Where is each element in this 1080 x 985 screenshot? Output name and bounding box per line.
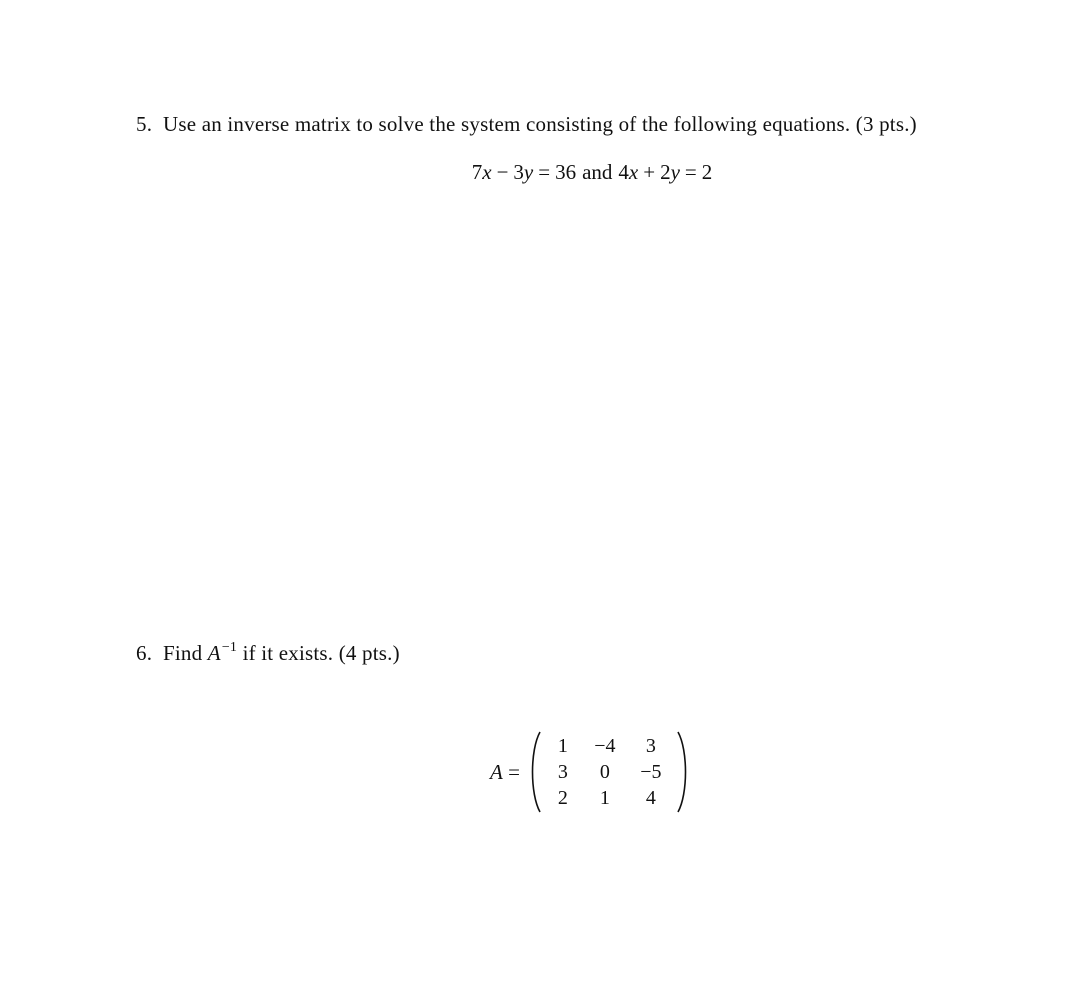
left-paren bbox=[528, 730, 542, 814]
eq2-coef-y: 2 bbox=[660, 160, 671, 184]
eq2-rhs: 2 bbox=[701, 160, 713, 184]
matrix-lhs bbox=[490, 760, 520, 785]
eq2-equals: = bbox=[684, 160, 697, 184]
problem-5-number: 5. bbox=[136, 112, 153, 136]
matrix-cell: 1 bbox=[599, 786, 610, 809]
problem-6-exponent: −1 bbox=[221, 640, 238, 655]
matrix-cell: 3 bbox=[645, 734, 656, 757]
eq2-var-y: y bbox=[670, 160, 680, 184]
problem-6-symbol: A bbox=[207, 641, 221, 665]
problem-5-text: Use an inverse matrix to solve the system consisting of the following equations. (3 pts.) bbox=[163, 112, 917, 136]
matrix-a-definition bbox=[490, 727, 690, 817]
matrix-name: A bbox=[490, 759, 503, 784]
matrix-grid bbox=[544, 733, 674, 811]
matrix-cell: 1 bbox=[557, 734, 568, 757]
eq1-rhs: 36 bbox=[555, 160, 577, 184]
matrix-equals: = bbox=[508, 759, 520, 784]
problem-6-text-after: if it exists. (4 pts.) bbox=[242, 641, 400, 665]
problem-5-statement bbox=[136, 112, 917, 137]
eq2-coef-x: 4 bbox=[618, 160, 629, 184]
problem-6-text-before: Find bbox=[163, 641, 203, 665]
right-paren bbox=[676, 730, 690, 814]
matrix-cell: 4 bbox=[645, 786, 656, 809]
eq2-var-x: x bbox=[628, 160, 639, 184]
matrix-cell: 0 bbox=[599, 760, 610, 783]
eq1-equals: = bbox=[538, 160, 551, 184]
matrix-cell: −4 bbox=[594, 734, 616, 757]
problem-6-statement bbox=[136, 641, 400, 666]
eq2-operator: + bbox=[643, 160, 656, 184]
eq1-var-y: y bbox=[523, 160, 534, 184]
eq1-var-x: x bbox=[482, 160, 492, 184]
matrix-cell: 3 bbox=[557, 760, 568, 783]
eq1-coef-y: 3 bbox=[513, 160, 524, 184]
equation-joiner: and bbox=[582, 160, 613, 184]
problem-5-equations bbox=[0, 160, 1080, 185]
matrix-cell: 2 bbox=[557, 786, 568, 809]
matrix-cell: −5 bbox=[640, 760, 662, 783]
eq1-operator: − bbox=[496, 160, 509, 184]
eq1-coef-x: 7 bbox=[471, 160, 483, 184]
problem-6-number: 6. bbox=[136, 641, 153, 665]
